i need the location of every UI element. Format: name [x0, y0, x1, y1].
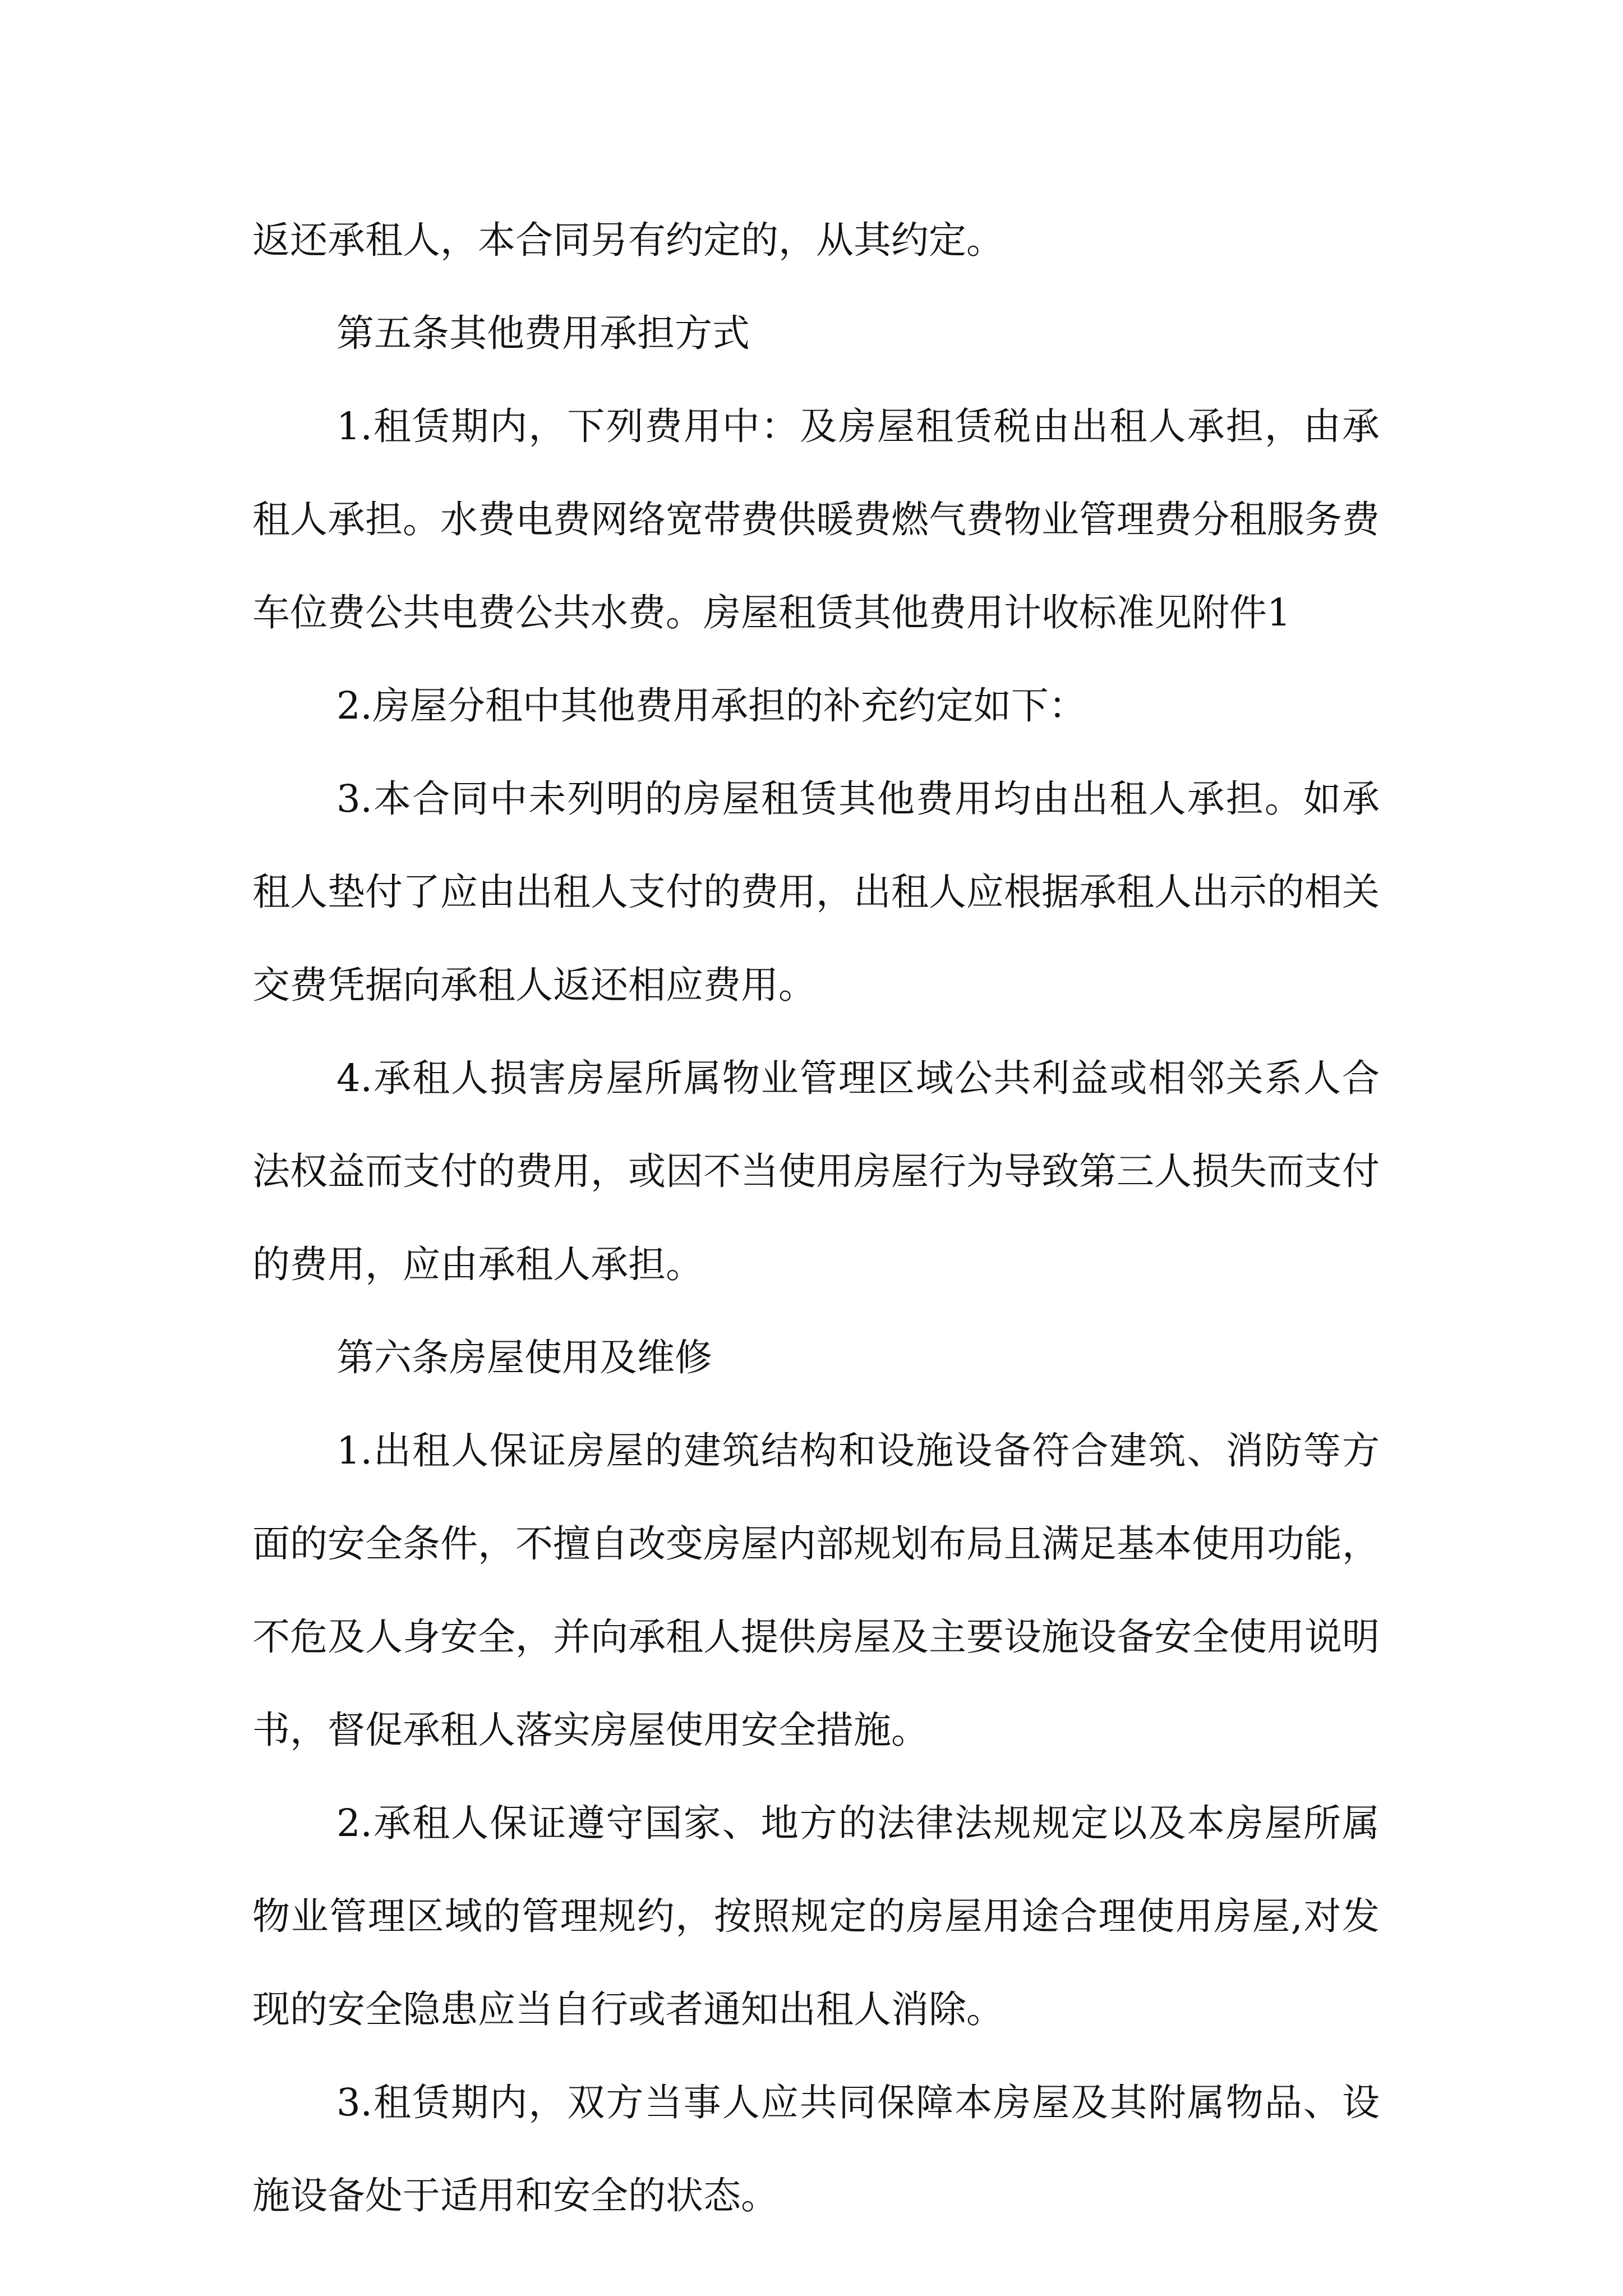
- paragraph-1: 返还承租人，本合同另有约定的，从其约定。: [252, 218, 1004, 262]
- section-heading-article-6: 第六条房屋使用及维修: [336, 1336, 712, 1379]
- paragraph-clause-6-2: 2.承租人保证遵守国家、地方的法律法规规定以及本房屋所属物业管理区域的管理规约，按照规定的房屋用途合理使用房屋,对发现的安全隐患应当自行或者通知出租人消除。: [252, 1801, 1380, 2031]
- paragraph-clause-5-1: 1.租赁期内，下列费用中：及房屋租赁税由出租人承担，由承租人承担。水费电费网络宽带费供暖费燃气费物业管理费分租服务费车位费公共电费公共水费。房屋租赁其他费用计收标准见附件1: [252, 404, 1380, 634]
- paragraph-clause-5-3: 3.本合同中未列明的房屋租赁其他费用均由出租人承担。如承租人垫付了应由出租人支付的费用，出租人应根据承租人出示的相关交费凭据向承租人返还相应费用。: [252, 777, 1380, 1007]
- paragraph-clause-5-2: 2.房屋分租中其他费用承担的补充约定如下：: [336, 684, 1086, 728]
- section-heading-article-5: 第五条其他费用承担方式: [336, 311, 750, 355]
- paragraph-clause-6-1: 1.出租人保证房屋的建筑结构和设施设备符合建筑、消防等方面的安全条件，不擅自改变房屋内部规划布局且满足基本使用功能，不危及人身安全，并向承租人提供房屋及主要设施设备安全使用说明书，督促承租人落实房屋使用安全措施。: [252, 1429, 1380, 1752]
- document-page: [252, 194, 1380, 2242]
- paragraph-clause-6-3: 3.租赁期内，双方当事人应共同保障本房屋及其附属物品、设施设备处于适用和安全的状态。: [252, 2081, 1380, 2217]
- paragraph-clause-5-4: 4.承租人损害房屋所属物业管理区域公共利益或相邻关系人合法权益而支付的费用，或因不当使用房屋行为导致第三人损失而支付的费用，应由承租人承担。: [252, 1056, 1380, 1286]
